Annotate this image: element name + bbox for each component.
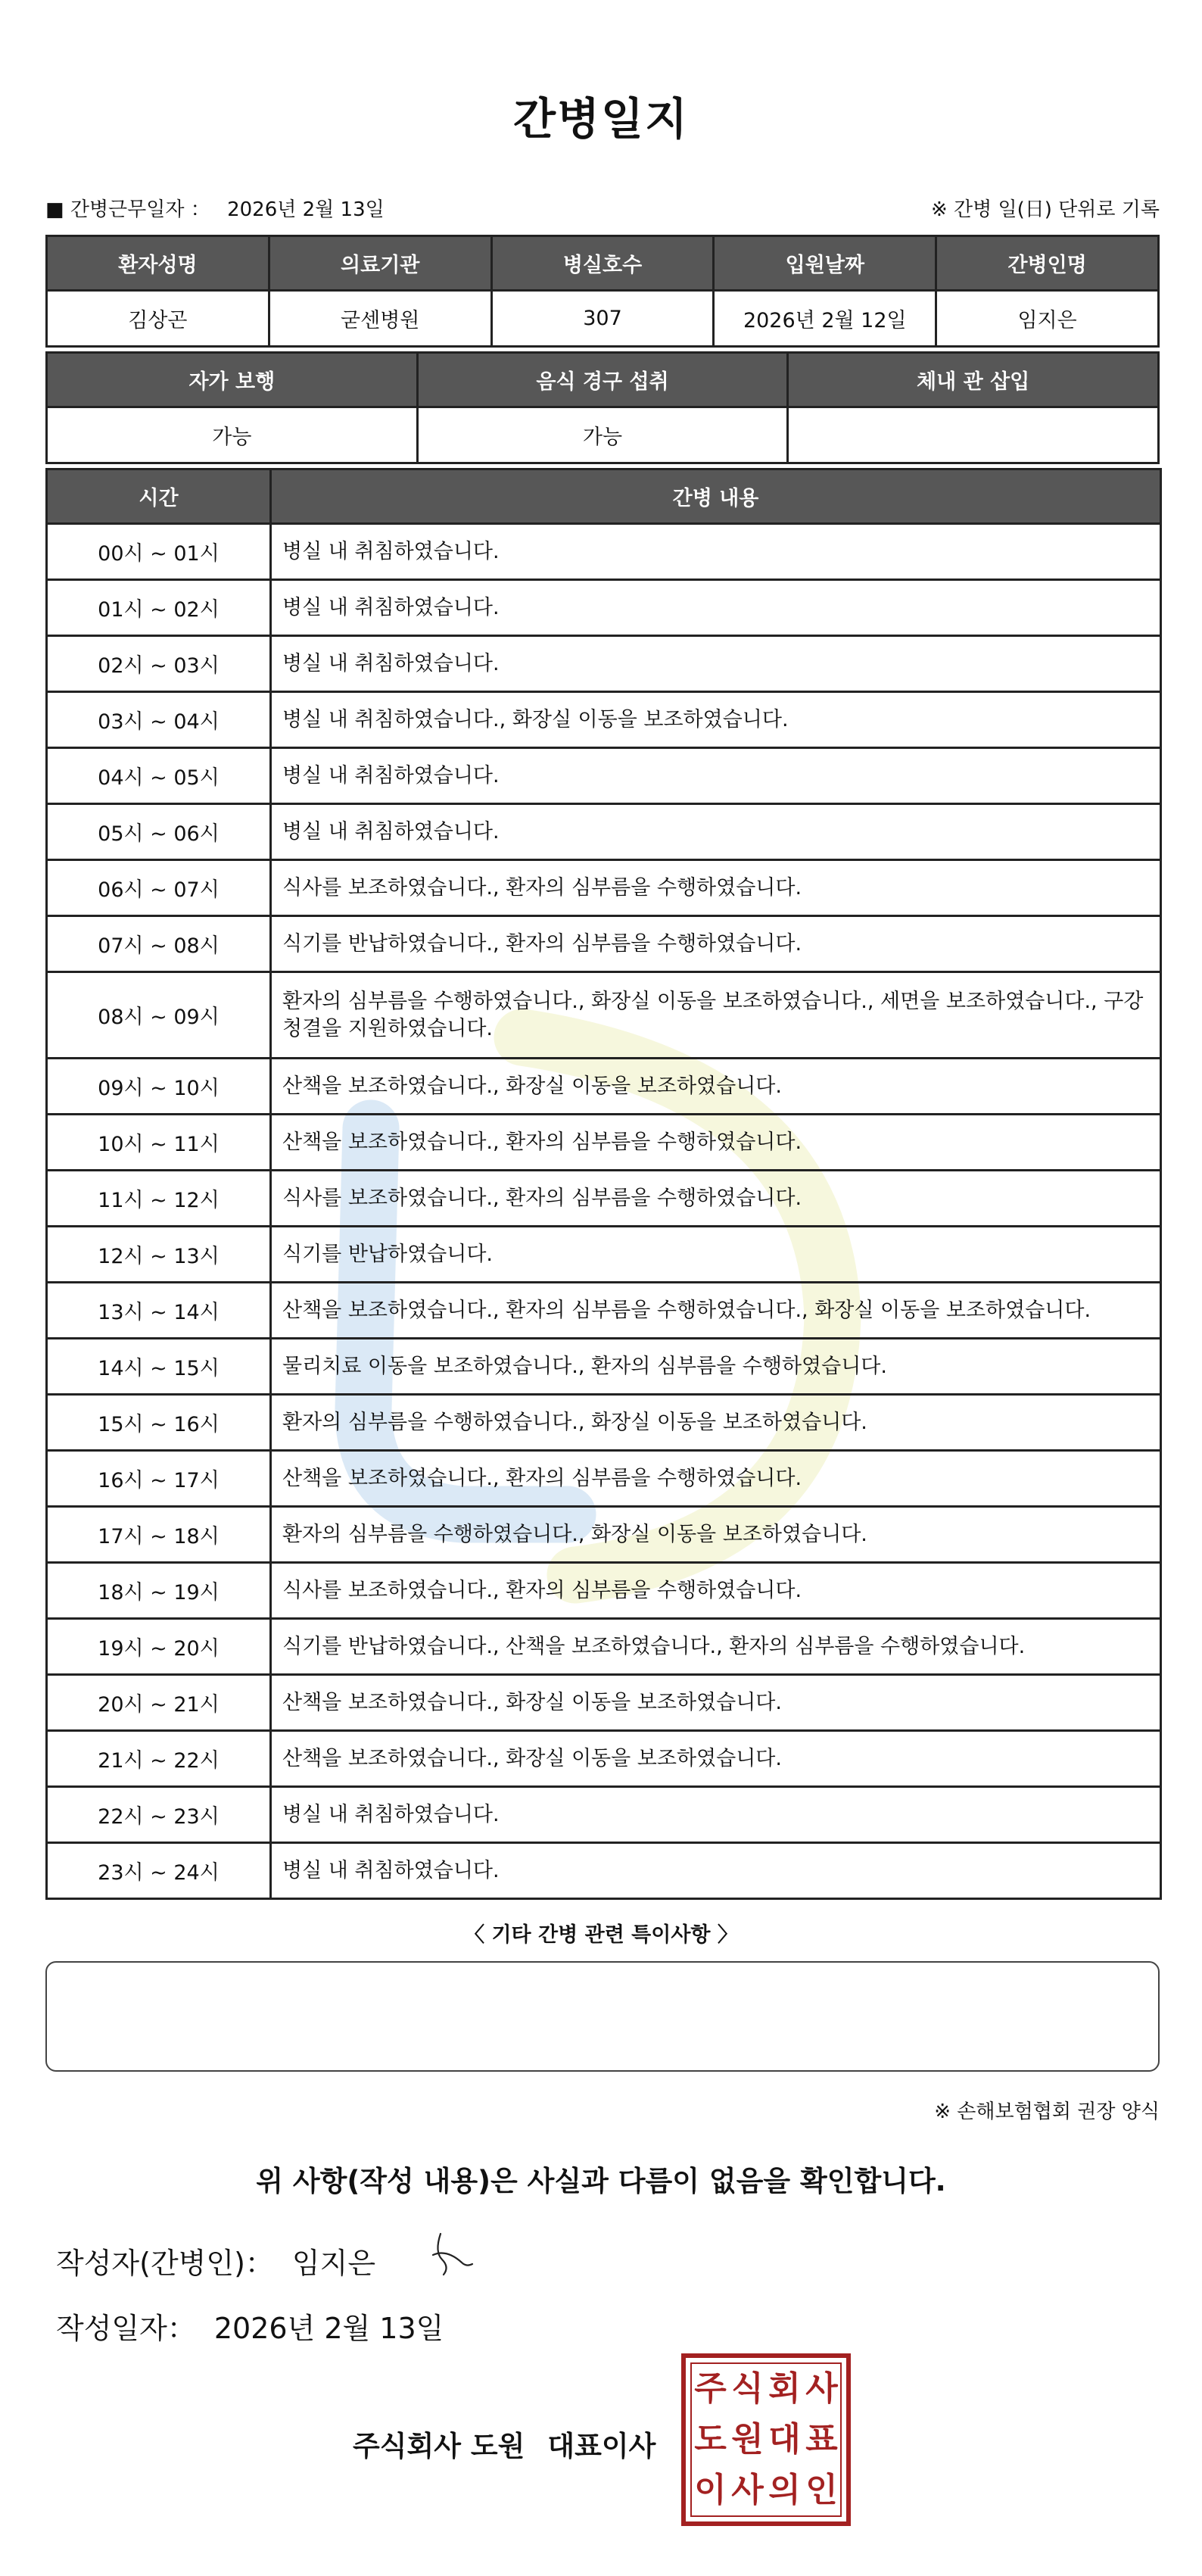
log-time: 12시 ~ 13시 xyxy=(47,1227,271,1283)
patient-info-table xyxy=(45,235,1160,348)
table-row xyxy=(47,524,1161,580)
table-row xyxy=(47,972,1161,1059)
table-row xyxy=(47,1451,1161,1507)
log-content: 병실 내 취침하였습니다. xyxy=(271,636,1161,692)
log-content: 식기를 반납하였습니다. xyxy=(271,1227,1161,1283)
work-date-line xyxy=(45,194,385,222)
patient-name: 김상곤 xyxy=(47,291,269,347)
log-time: 00시 ~ 01시 xyxy=(47,524,271,580)
log-content: 산책을 보조하였습니다., 환자의 심부름을 수행하였습니다., 화장실 이동을 보조하였습니다. xyxy=(271,1283,1161,1339)
table-row xyxy=(47,1507,1161,1563)
log-time: 15시 ~ 16시 xyxy=(47,1395,271,1451)
remarks-box xyxy=(45,1961,1160,2072)
log-content: 물리치료 이동을 보조하였습니다., 환자의 심부름을 수행하였습니다. xyxy=(271,1339,1161,1395)
table-row xyxy=(47,1115,1161,1171)
log-time: 20시 ~ 21시 xyxy=(47,1675,271,1731)
seal-character: 의 xyxy=(768,2470,801,2509)
written-date-label: 작성일자： xyxy=(56,2312,196,2345)
table-row xyxy=(47,748,1161,804)
table-row xyxy=(47,1731,1161,1787)
table-row xyxy=(47,1339,1161,1395)
log-content: 환자의 심부름을 수행하였습니다., 화장실 이동을 보조하였습니다., 세면을 보조하였습니다., 구강청결을 지원하였습니다. xyxy=(271,972,1161,1059)
seal-character: 사 xyxy=(805,2369,838,2409)
log-time: 04시 ~ 05시 xyxy=(47,748,271,804)
table-row xyxy=(47,580,1161,636)
table-row xyxy=(47,1395,1161,1451)
remarks-title: 〈 기타 간병 관련 특이사항 〉 xyxy=(464,1923,738,1947)
log-content: 병실 내 취침하였습니다., 화장실 이동을 보조하였습니다. xyxy=(271,692,1161,748)
log-content: 산책을 보조하였습니다., 화장실 이동을 보조하였습니다. xyxy=(271,1059,1161,1115)
header-room: 병실호수 xyxy=(491,236,714,291)
seal-character: 사 xyxy=(731,2470,764,2509)
work-date-label: ■ 간병근무일자 ： xyxy=(45,198,210,221)
header-care-content: 간병 내용 xyxy=(271,469,1161,524)
written-date-value: 2026년 2월 13일 xyxy=(213,2312,444,2345)
table-row xyxy=(47,916,1161,972)
table-row xyxy=(47,860,1161,916)
log-time: 22시 ~ 23시 xyxy=(47,1787,271,1843)
recommend-note: ※ 손해보험협회 권장 양식 xyxy=(934,2100,1160,2123)
log-content: 식사를 보조하였습니다., 환자의 심부름을 수행하였습니다. xyxy=(271,860,1161,916)
log-content: 환자의 심부름을 수행하였습니다., 화장실 이동을 보조하였습니다. xyxy=(271,1395,1161,1451)
log-time: 17시 ~ 18시 xyxy=(47,1507,271,1563)
writer-label: 작성자(간병인)： xyxy=(56,2247,274,2280)
header-hospital: 의료기관 xyxy=(269,236,491,291)
log-content: 병실 내 취침하였습니다. xyxy=(271,748,1161,804)
table-row xyxy=(47,1059,1161,1115)
log-time: 19시 ~ 20시 xyxy=(47,1619,271,1675)
table-row xyxy=(47,1619,1161,1675)
log-content: 식사를 보조하였습니다., 환자의 심부름을 수행하였습니다. xyxy=(271,1563,1161,1619)
page-title: 간병일지 xyxy=(512,93,690,145)
seal-character: 대 xyxy=(768,2419,801,2459)
table-row xyxy=(47,1787,1161,1843)
admission-date: 2026년 2월 12일 xyxy=(714,291,936,347)
log-content: 식기를 반납하였습니다., 환자의 심부름을 수행하였습니다. xyxy=(271,916,1161,972)
log-content: 산책을 보조하였습니다., 환자의 심부름을 수행하였습니다. xyxy=(271,1451,1161,1507)
header-admission-date: 입원날짜 xyxy=(714,236,936,291)
written-date-line xyxy=(56,2305,444,2347)
log-time: 11시 ~ 12시 xyxy=(47,1171,271,1227)
log-time: 18시 ~ 19시 xyxy=(47,1563,271,1619)
seal-character: 인 xyxy=(805,2470,838,2509)
log-content: 식사를 보조하였습니다., 환자의 심부름을 수행하였습니다. xyxy=(271,1171,1161,1227)
record-unit-note: ※ 간병 일(日) 단위로 기록 xyxy=(930,198,1160,221)
log-time: 13시 ~ 14시 xyxy=(47,1283,271,1339)
seal-character: 도 xyxy=(694,2419,727,2459)
seal-character: 식 xyxy=(731,2369,764,2409)
table-row xyxy=(47,1227,1161,1283)
table-row xyxy=(47,1283,1161,1339)
log-content: 병실 내 취침하였습니다. xyxy=(271,1787,1161,1843)
log-content: 산책을 보조하였습니다., 환자의 심부름을 수행하였습니다. xyxy=(271,1115,1161,1171)
log-time: 03시 ~ 04시 xyxy=(47,692,271,748)
header-self-walking: 자가 보행 xyxy=(47,353,418,407)
company-name: 주식회사 도원 xyxy=(353,2430,525,2462)
table-row xyxy=(47,636,1161,692)
log-content: 병실 내 취침하였습니다. xyxy=(271,1843,1161,1899)
log-time: 10시 ~ 11시 xyxy=(47,1115,271,1171)
company-line xyxy=(353,2423,655,2464)
care-log-table xyxy=(45,468,1162,1900)
signature-icon xyxy=(424,2229,477,2282)
confirmation-statement: 위 사항(작성 내용)은 사실과 다름이 없음을 확인합니다. xyxy=(256,2165,946,2197)
log-content: 산책을 보조하였습니다., 화장실 이동을 보조하였습니다. xyxy=(271,1731,1161,1787)
writer-name: 임지은 xyxy=(291,2247,376,2280)
header-patient-name: 환자성명 xyxy=(47,236,269,291)
log-time: 01시 ~ 02시 xyxy=(47,580,271,636)
header-caregiver: 간병인명 xyxy=(936,236,1159,291)
log-time: 08시 ~ 09시 xyxy=(47,972,271,1059)
log-content: 환자의 심부름을 수행하였습니다., 화장실 이동을 보조하였습니다. xyxy=(271,1507,1161,1563)
company-seal-stamp xyxy=(681,2353,851,2526)
log-content: 병실 내 취침하였습니다. xyxy=(271,524,1161,580)
log-time: 02시 ~ 03시 xyxy=(47,636,271,692)
table-row xyxy=(47,1843,1161,1899)
log-time: 05시 ~ 06시 xyxy=(47,804,271,860)
log-content: 병실 내 취침하였습니다. xyxy=(271,580,1161,636)
table-row xyxy=(47,692,1161,748)
company-representative: 대표이사 xyxy=(547,2430,656,2462)
seal-character: 회 xyxy=(768,2369,801,2409)
header-oral-intake: 음식 경구 섭취 xyxy=(417,353,788,407)
log-content: 식기를 반납하였습니다., 산책을 보조하였습니다., 환자의 심부름을 수행하였습니다. xyxy=(271,1619,1161,1675)
table-row xyxy=(47,1171,1161,1227)
log-time: 09시 ~ 10시 xyxy=(47,1059,271,1115)
work-date-value: 2026년 2월 13일 xyxy=(227,198,385,221)
log-time: 21시 ~ 22시 xyxy=(47,1731,271,1787)
self-walking-value: 가능 xyxy=(47,407,418,463)
table-row xyxy=(47,1563,1161,1619)
oral-intake-value: 가능 xyxy=(417,407,788,463)
log-time: 07시 ~ 08시 xyxy=(47,916,271,972)
table-row xyxy=(47,1675,1161,1731)
caregiver-name: 임지은 xyxy=(936,291,1159,347)
room-number: 307 xyxy=(491,291,714,347)
seal-character: 표 xyxy=(805,2419,838,2459)
log-time: 14시 ~ 15시 xyxy=(47,1339,271,1395)
header-tube-insertion: 체내 관 삽입 xyxy=(788,353,1159,407)
care-log-body xyxy=(47,524,1161,1899)
seal-characters xyxy=(690,2362,842,2517)
log-content: 병실 내 취침하였습니다. xyxy=(271,804,1161,860)
seal-character: 이 xyxy=(694,2470,727,2509)
tube-insertion-value xyxy=(788,407,1159,463)
table-row xyxy=(47,804,1161,860)
hospital-name: 굳센병원 xyxy=(269,291,491,347)
log-time: 16시 ~ 17시 xyxy=(47,1451,271,1507)
writer-line xyxy=(56,2240,375,2281)
log-content: 산책을 보조하였습니다., 화장실 이동을 보조하였습니다. xyxy=(271,1675,1161,1731)
seal-character: 원 xyxy=(731,2419,764,2459)
patient-status-table xyxy=(45,351,1160,464)
seal-character: 주 xyxy=(694,2369,727,2409)
log-time: 06시 ~ 07시 xyxy=(47,860,271,916)
header-time: 시간 xyxy=(47,469,271,524)
log-time: 23시 ~ 24시 xyxy=(47,1843,271,1899)
